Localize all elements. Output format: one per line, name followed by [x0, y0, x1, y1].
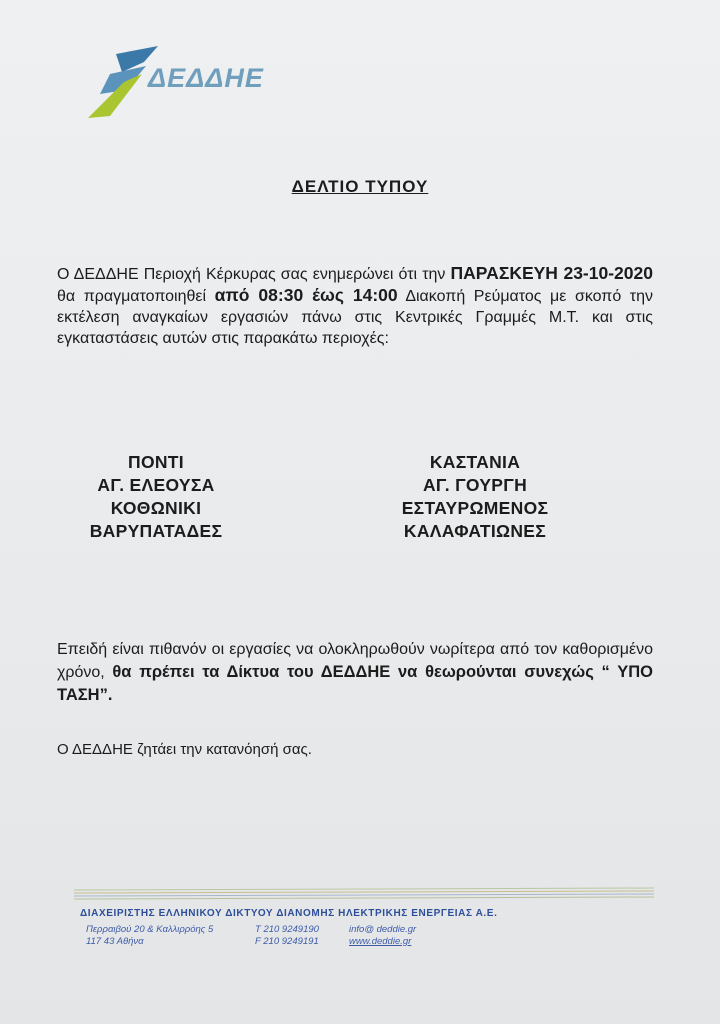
area-item: ΑΓ. ΕΛΕΟΥΣΑ — [97, 475, 215, 495]
footer-address-1: Περραιβού 20 & Καλλιρρόης 5 — [86, 924, 214, 935]
note-bold-text: θα πρέπει τα Δίκτυα του ΔΕΔΔΗΕ να θεωρούνται συνεχώς “ ΥΠΟ ΤΑΣΗ”. — [57, 663, 654, 704]
page-title: ΔΕΛΤΙΟ ΤΥΠΟΥ — [291, 177, 429, 196]
intro-time: από 08:30 έως 14:00 — [214, 285, 398, 305]
footer-email: info@ deddie.gr — [349, 924, 417, 935]
thanks-text: Ο ΔΕΔΔΗΕ ζητάει την κατανόησή σας. — [57, 741, 312, 758]
footer-address-2: 117 43 Αθήνα — [86, 936, 144, 947]
intro-paragraph — [57, 263, 653, 349]
areas-right-column — [375, 451, 575, 543]
footer-website-link[interactable]: www.deddie.gr — [349, 936, 412, 947]
area-item: ΒΑΡΥΠΑΤΑΔΕΣ — [89, 521, 223, 541]
area-item: ΕΣΤΑΥΡΩΜΕΝΟΣ — [401, 498, 549, 518]
area-item: ΠΟΝΤΙ — [128, 452, 184, 472]
logo-text: ΔΕΔΔΗΕ — [148, 63, 264, 93]
note-text: Επειδή είναι πιθανόν οι εργασίες να ολοκληρωθούν νωρίτερα από τον καθορισμένο χρόνο, — [57, 641, 653, 681]
footer-phone: T 210 9249190 — [255, 924, 319, 935]
footer-fax: F 210 9249191 — [255, 936, 319, 947]
area-item: ΚΟΘΩΝΙΚΙ — [110, 498, 202, 518]
intro-text-3: Διακοπή Ρεύματος με σκοπό την εκτέλεση αναγκαίων εργασιών πάνω στις Κεντρικές Γραμμές Μ.Τ. και στις εγκαταστάσεις αυτών στις παρακάτω περιοχές: — [57, 288, 653, 347]
intro-text-1: Ο ΔΕΔΔΗΕ Περιοχή Κέρκυρας σας ενημερώνει ότι την — [57, 266, 451, 283]
intro-date: ΠΑΡΑΣΚΕΥΗ 23-10-2020 — [450, 263, 653, 283]
areas-left-column — [56, 451, 256, 543]
footer-company: ΔΙΑΧΕΙΡΙΣΤΗΣ ΕΛΛΗΝΙΚΟΥ ΔΙΚΤΥΟΥ ΔΙΑΝΟΜΗΣ ΗΛΕΚΤΡΙΚΗΣ ΕΝΕΡΓΕΙΑΣ Α.Ε. — [80, 908, 498, 919]
footer-divider — [74, 887, 654, 901]
area-item: ΑΓ. ΓΟΥΡΓΗ — [422, 475, 528, 495]
note-paragraph — [57, 639, 653, 707]
area-item: ΚΑΣΤΑΝΙΑ — [429, 452, 521, 472]
area-item: ΚΑΛΑΦΑΤΙΩΝΕΣ — [403, 521, 547, 541]
intro-text-2: θα πραγματοποιηθεί — [57, 288, 215, 305]
